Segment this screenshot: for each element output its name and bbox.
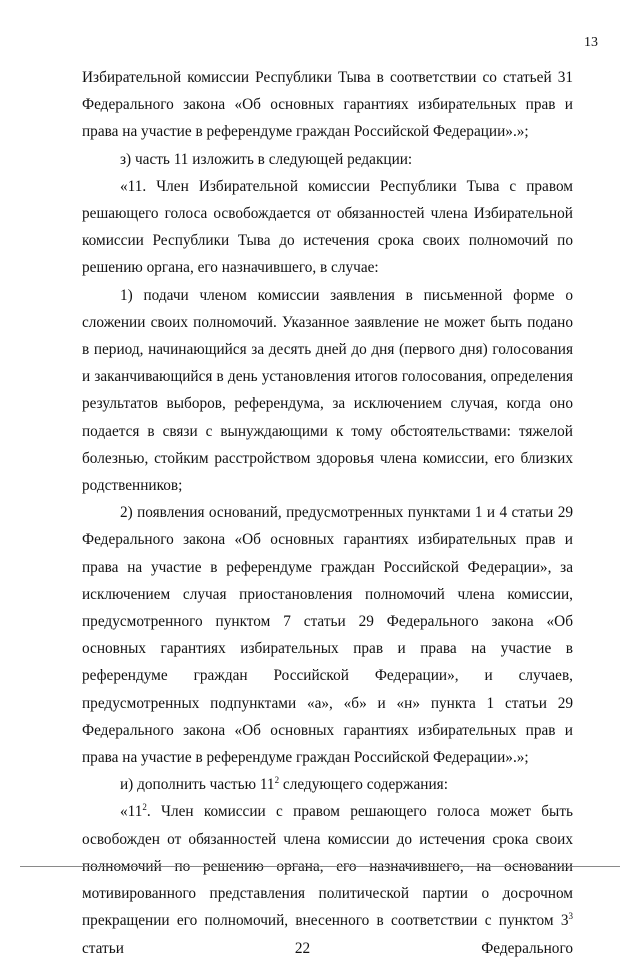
paragraph-text: 2) появления оснований, предусмотренных пунктами 1 и 4 статьи 29 Федерального закона «Об основных гарантиях избирательных прав и права на участие в референдуме граждан Российской Федерации», за исключением случая приостановления полномочий члена комиссии, предусмотренного пунктом 7 статьи 29 Федерального закона «Об основных гарантиях избирательных прав и права на участие в референдуме граждан Российской Федерации», и случаев, предусмотренных подпунктами «а», «б» и «н» пункта 1 статьи 29 Федерального закона «Об основных гарантиях избирательных прав и права на участие в референдуме граждан Российской Федерации».»; — [82, 504, 573, 767]
paragraph-text: . Член комиссии с правом решающего голоса может быть освобожден от обязанностей члена комиссии до истечения срока своих полномочий по решению органа, его назначившего, на основании мотивированного представления политической партии о досрочном прекращении его полномочий, внесенного в соответствии с пунктом 3 — [82, 803, 573, 930]
paragraph — [82, 499, 573, 771]
page-number: 13 — [584, 35, 598, 50]
superscript: 3 — [568, 911, 573, 922]
paragraph — [82, 64, 573, 146]
paragraph-text: «11. Член Избирательной комиссии Республики Тыва с правом решающего голоса освобождается от обязанностей члена Избирательной комиссии Республики Тыва до истечения срока своих полномочий по решению органа, его назначившего, в случае: — [82, 177, 573, 277]
footer-rule — [20, 866, 620, 867]
paragraph-text: статьи 22 Федерального — [82, 939, 573, 957]
paragraph — [82, 173, 573, 282]
paragraph — [82, 282, 573, 500]
paragraph-text: следующего содержания: — [279, 776, 448, 794]
paragraph — [82, 146, 573, 173]
paragraph-text: и) дополнить частью 11 — [120, 776, 275, 794]
superscript: 2 — [274, 775, 280, 786]
paragraph-text: Избирательной комиссии Республики Тыва в соответствии со статьей 31 Федерального закона «Об основных гарантиях избирательных прав и права на участие в референдуме граждан Российской Федерации».»; — [82, 69, 573, 141]
paragraph-text: 1) подачи членом комиссии заявления в письменной форме о сложении своих полномочий. Указанное заявление не может быть подано в период, начинающийся за десять дней до дня (первого дня) голосования и заканчивающийся в день установления итогов голосования, определения результатов выборов, референдума, за исключением случая, когда оно подается в связи с вынуждающими к тому обстоятельствами: тяжелой болезнью, стойким расстройством здоровья члена комиссии, его близких родственников; — [82, 286, 573, 495]
document-body — [82, 64, 573, 962]
paragraph — [82, 771, 573, 798]
paragraph — [82, 798, 573, 961]
superscript: 2 — [142, 802, 147, 813]
paragraph-text: з) часть 11 изложить в следующей редакции: — [120, 150, 413, 168]
paragraph-text: «11 — [120, 803, 143, 821]
